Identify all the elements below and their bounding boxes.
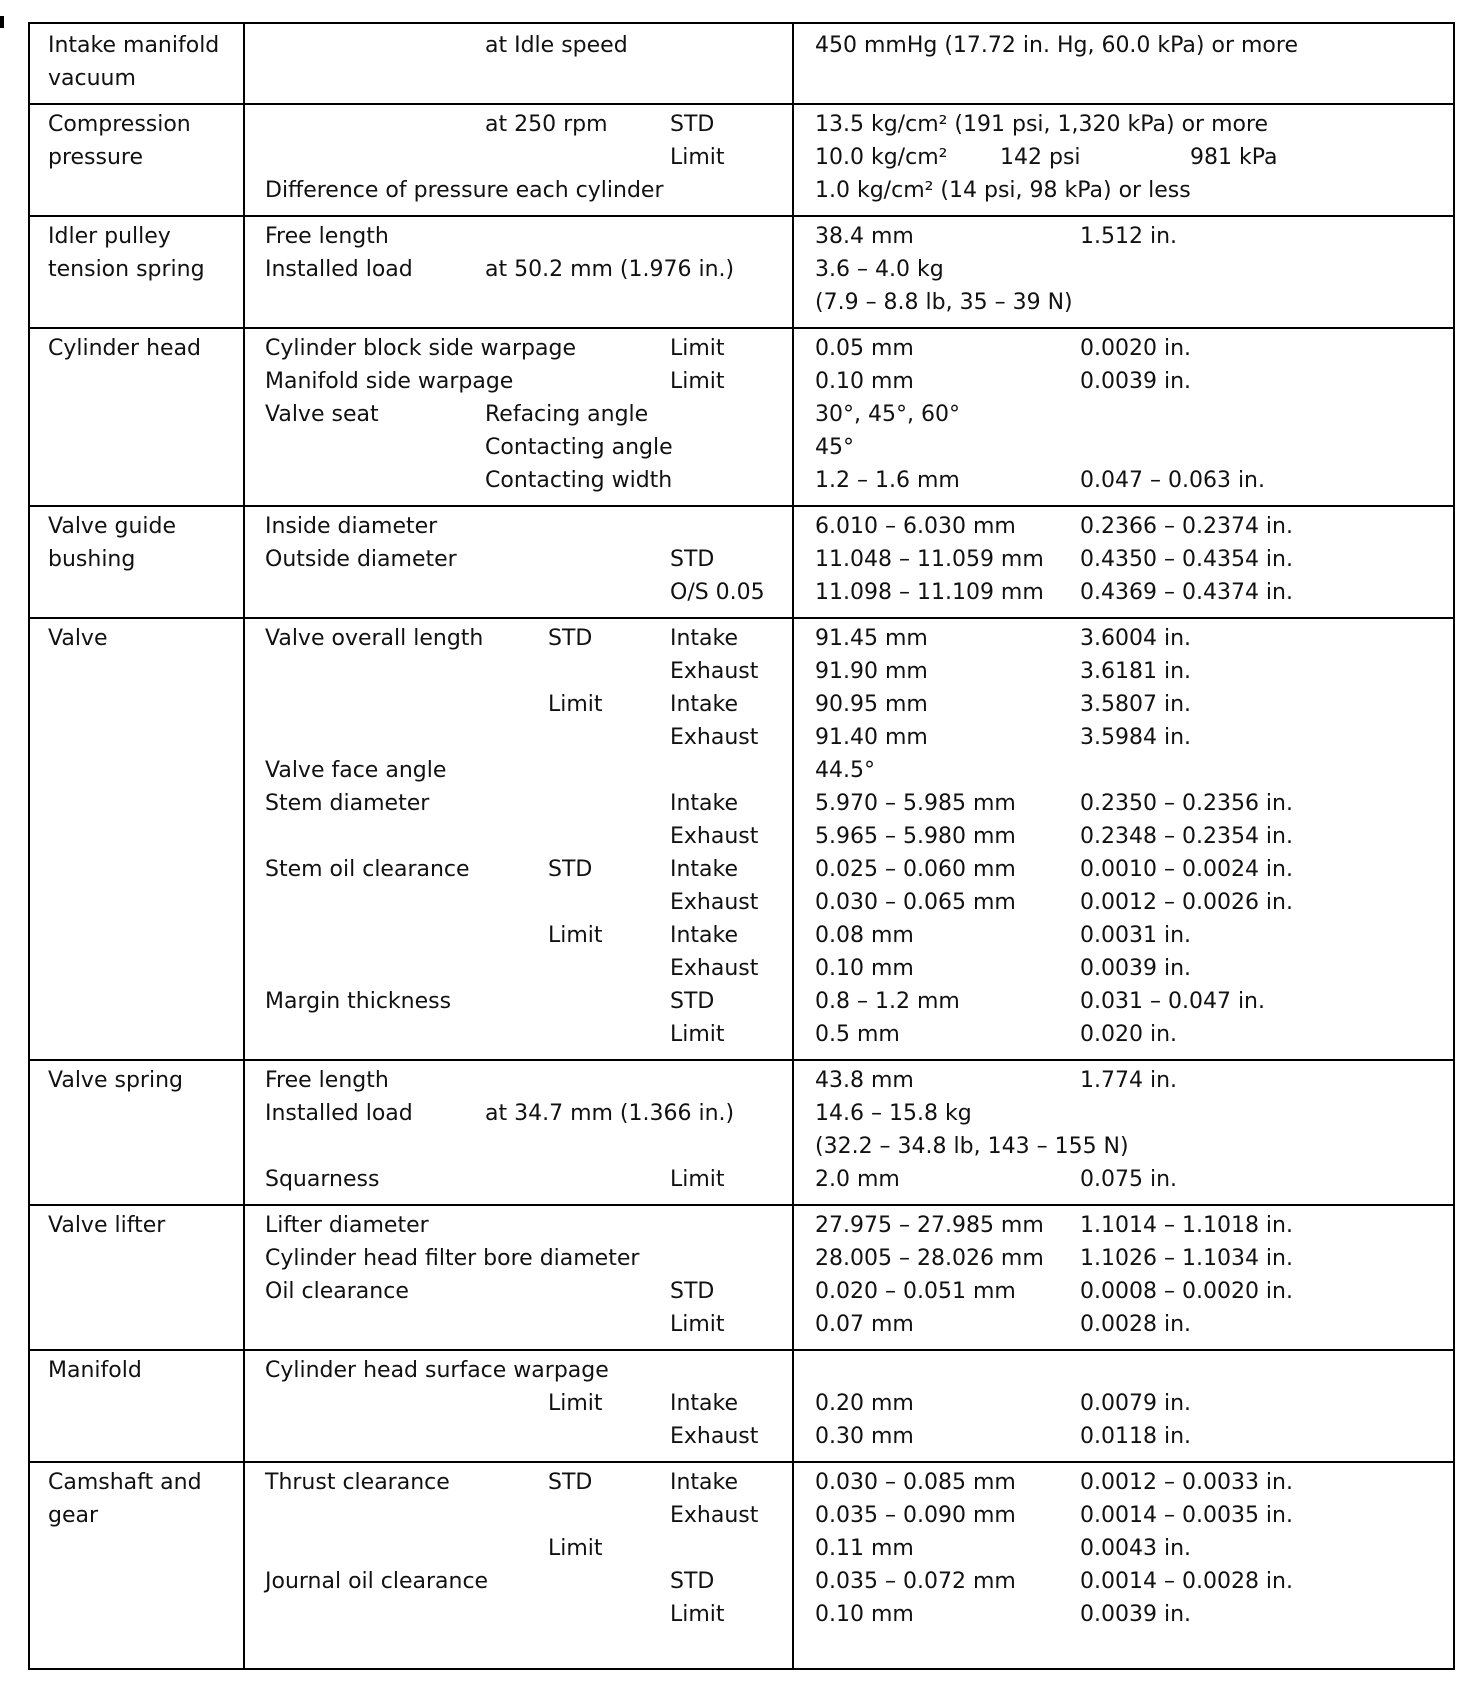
value-imperial: 0.0012 – 0.0033 in.: [1080, 1470, 1293, 1495]
value-imperial: 0.0039 in.: [1080, 369, 1192, 394]
value-imperial: 3.5807 in.: [1080, 692, 1192, 717]
value-imperial: 0.2366 – 0.2374 in.: [1080, 514, 1293, 539]
spec-qualifier: O/S 0.05: [670, 580, 765, 605]
spec-qualifier: Exhaust: [670, 890, 759, 915]
spec-condition: Contacting angle: [485, 435, 673, 460]
spec-item: Thrust clearance: [265, 1470, 450, 1495]
row-divider: [30, 1349, 1453, 1351]
value-metric: 2.0 mm: [815, 1167, 900, 1192]
value-imperial: 0.0008 – 0.0020 in.: [1080, 1279, 1293, 1304]
spec-item: Valve face angle: [265, 758, 447, 783]
value-metric: 90.95 mm: [815, 692, 928, 717]
spec-class: STD: [548, 626, 593, 651]
specification-table: [28, 22, 1455, 1670]
spec-class: Limit: [548, 692, 603, 717]
value-metric: 38.4 mm: [815, 224, 914, 249]
spec-item: Stem oil clearance: [265, 857, 470, 882]
value-metric: 11.048 – 11.059 mm: [815, 547, 1044, 572]
spec-qualifier: Exhaust: [670, 725, 759, 750]
value-imperial: 142 psi: [1000, 145, 1081, 170]
value-metric: 0.08 mm: [815, 923, 914, 948]
value-metric: 0.10 mm: [815, 369, 914, 394]
spec-qualifier: Exhaust: [670, 824, 759, 849]
value-imperial: 0.0014 – 0.0035 in.: [1080, 1503, 1293, 1528]
value-imperial: 0.0010 – 0.0024 in.: [1080, 857, 1293, 882]
spec-class: STD: [548, 857, 593, 882]
row-divider: [30, 327, 1453, 329]
value-imperial: 0.0039 in.: [1080, 1602, 1192, 1627]
component-name: Manifold: [48, 1358, 142, 1383]
component-name: Idler pulley: [48, 224, 171, 249]
spec-qualifier: Intake: [670, 626, 739, 651]
row-divider: [30, 103, 1453, 105]
value-metric: 0.030 – 0.065 mm: [815, 890, 1016, 915]
component-name: Camshaft and: [48, 1470, 202, 1495]
spec-qualifier: Intake: [670, 692, 739, 717]
value-imperial: 0.4350 – 0.4354 in.: [1080, 547, 1293, 572]
value-imperial: 1.774 in.: [1080, 1068, 1178, 1093]
spec-qualifier: Exhaust: [670, 956, 759, 981]
value-metric: 91.45 mm: [815, 626, 928, 651]
spec-item: Squarness: [265, 1167, 380, 1192]
spec-qualifier: Intake: [670, 1470, 739, 1495]
value-metric: 5.965 – 5.980 mm: [815, 824, 1016, 849]
spec-qualifier: Exhaust: [670, 659, 759, 684]
spec-qualifier: Intake: [670, 1391, 739, 1416]
row-divider: [30, 1461, 1453, 1463]
value-metric: 5.970 – 5.985 mm: [815, 791, 1016, 816]
row-divider: [30, 505, 1453, 507]
spec-condition: at 250 rpm: [485, 112, 608, 137]
component-name: Valve lifter: [48, 1213, 166, 1238]
value-imperial: 1.1026 – 1.1034 in.: [1080, 1246, 1293, 1271]
component-name: bushing: [48, 547, 136, 572]
component-name: Valve guide: [48, 514, 177, 539]
spec-qualifier: Limit: [670, 1312, 725, 1337]
spec-qualifier: STD: [670, 112, 715, 137]
component-name: Compression: [48, 112, 191, 137]
spec-item: Cylinder head filter bore diameter: [265, 1246, 640, 1271]
value-metric: 27.975 – 27.985 mm: [815, 1213, 1044, 1238]
value-metric: 0.10 mm: [815, 956, 914, 981]
spec-qualifier: STD: [670, 1279, 715, 1304]
value-metric: 0.8 – 1.2 mm: [815, 989, 960, 1014]
value-metric: 91.90 mm: [815, 659, 928, 684]
spec-item: Cylinder head surface warpage: [265, 1358, 609, 1383]
value-metric: 13.5 kg/cm² (191 psi, 1,320 kPa) or more: [815, 112, 1269, 137]
spec-item: Oil clearance: [265, 1279, 409, 1304]
spec-item: Difference of pressure each cylinder: [265, 178, 664, 203]
value-metric: 45°: [815, 435, 854, 460]
spec-qualifier: Exhaust: [670, 1424, 759, 1449]
value-metric: 43.8 mm: [815, 1068, 914, 1093]
spec-item: Free length: [265, 224, 389, 249]
spec-class: Limit: [548, 1391, 603, 1416]
value-imperial: 0.2350 – 0.2356 in.: [1080, 791, 1293, 816]
value-imperial: 0.0020 in.: [1080, 336, 1192, 361]
value-metric: 10.0 kg/cm²: [815, 145, 948, 170]
spec-qualifier: Intake: [670, 857, 739, 882]
spec-item: Cylinder block side warpage: [265, 336, 576, 361]
spec-qualifier: Exhaust: [670, 1503, 759, 1528]
spec-item: Valve seat: [265, 402, 379, 427]
value-imperial: 0.2348 – 0.2354 in.: [1080, 824, 1293, 849]
row-divider: [30, 1204, 1453, 1206]
value-metric: 1.2 – 1.6 mm: [815, 468, 960, 493]
value-metric: 3.6 – 4.0 kg: [815, 257, 944, 282]
value-imperial: 0.075 in.: [1080, 1167, 1178, 1192]
value-imperial: 0.0031 in.: [1080, 923, 1192, 948]
value-metric: 0.07 mm: [815, 1312, 914, 1337]
value-metric: 0.10 mm: [815, 1602, 914, 1627]
value-imperial: 0.0012 – 0.0026 in.: [1080, 890, 1293, 915]
value-imperial: 3.6004 in.: [1080, 626, 1192, 651]
corner-mark: [0, 16, 4, 28]
value-imperial: 981 kPa: [1190, 145, 1278, 170]
value-metric: 0.025 – 0.060 mm: [815, 857, 1016, 882]
spec-qualifier: Limit: [670, 369, 725, 394]
value-metric: (7.9 – 8.8 lb, 35 – 39 N): [815, 290, 1073, 315]
spec-item: Installed load: [265, 1101, 413, 1126]
spec-item: Valve overall length: [265, 626, 484, 651]
spec-class: STD: [548, 1470, 593, 1495]
value-metric: 30°, 45°, 60°: [815, 402, 960, 427]
spec-qualifier: Intake: [670, 791, 739, 816]
component-name: pressure: [48, 145, 144, 170]
component-name: Valve spring: [48, 1068, 183, 1093]
value-imperial: 0.4369 – 0.4374 in.: [1080, 580, 1293, 605]
value-imperial: 0.0014 – 0.0028 in.: [1080, 1569, 1293, 1594]
value-imperial: 1.512 in.: [1080, 224, 1178, 249]
value-metric: 0.020 – 0.051 mm: [815, 1279, 1016, 1304]
value-metric: 6.010 – 6.030 mm: [815, 514, 1016, 539]
value-imperial: 1.1014 – 1.1018 in.: [1080, 1213, 1293, 1238]
value-imperial: 0.0079 in.: [1080, 1391, 1192, 1416]
spec-qualifier: STD: [670, 1569, 715, 1594]
component-name: Valve: [48, 626, 108, 651]
value-imperial: 0.0118 in.: [1080, 1424, 1192, 1449]
value-imperial: 0.047 – 0.063 in.: [1080, 468, 1265, 493]
column-divider: [792, 24, 794, 1668]
value-metric: 0.05 mm: [815, 336, 914, 361]
component-name: tension spring: [48, 257, 205, 282]
component-name: vacuum: [48, 66, 136, 91]
value-imperial: 0.031 – 0.047 in.: [1080, 989, 1265, 1014]
spec-qualifier: Limit: [670, 1022, 725, 1047]
value-imperial: 0.0039 in.: [1080, 956, 1192, 981]
value-metric: 14.6 – 15.8 kg: [815, 1101, 972, 1126]
row-divider: [30, 215, 1453, 217]
spec-condition: at Idle speed: [485, 33, 628, 58]
value-metric: (32.2 – 34.8 lb, 143 – 155 N): [815, 1134, 1129, 1159]
spec-item: Lifter diameter: [265, 1213, 429, 1238]
spec-item: Stem diameter: [265, 791, 430, 816]
value-metric: 0.035 – 0.090 mm: [815, 1503, 1016, 1528]
spec-qualifier: STD: [670, 989, 715, 1014]
value-metric: 0.5 mm: [815, 1022, 900, 1047]
spec-item: Margin thickness: [265, 989, 452, 1014]
column-divider: [243, 24, 245, 1668]
spec-qualifier: STD: [670, 547, 715, 572]
value-metric: 450 mmHg (17.72 in. Hg, 60.0 kPa) or more: [815, 33, 1298, 58]
spec-condition: Contacting width: [485, 468, 673, 493]
spec-qualifier: Limit: [670, 1602, 725, 1627]
value-imperial: 0.0028 in.: [1080, 1312, 1192, 1337]
spec-condition: Refacing angle: [485, 402, 649, 427]
spec-qualifier: Limit: [670, 1167, 725, 1192]
value-imperial: 0.020 in.: [1080, 1022, 1178, 1047]
row-divider: [30, 617, 1453, 619]
value-metric: 28.005 – 28.026 mm: [815, 1246, 1044, 1271]
value-metric: 91.40 mm: [815, 725, 928, 750]
spec-item: Outside diameter: [265, 547, 457, 572]
value-metric: 0.30 mm: [815, 1424, 914, 1449]
spec-item: Manifold side warpage: [265, 369, 514, 394]
component-name: Intake manifold: [48, 33, 220, 58]
spec-item: Journal oil clearance: [265, 1569, 489, 1594]
spec-qualifier: Limit: [670, 336, 725, 361]
value-metric: 0.030 – 0.085 mm: [815, 1470, 1016, 1495]
value-metric: 1.0 kg/cm² (14 psi, 98 kPa) or less: [815, 178, 1191, 203]
spec-qualifier: Limit: [670, 145, 725, 170]
value-imperial: 3.6181 in.: [1080, 659, 1192, 684]
spec-class: Limit: [548, 923, 603, 948]
spec-condition: at 34.7 mm (1.366 in.): [485, 1101, 735, 1126]
spec-item: Inside diameter: [265, 514, 438, 539]
value-metric: 0.035 – 0.072 mm: [815, 1569, 1016, 1594]
spec-item: Installed load: [265, 257, 413, 282]
value-metric: 44.5°: [815, 758, 875, 783]
value-metric: 11.098 – 11.109 mm: [815, 580, 1044, 605]
spec-item: Free length: [265, 1068, 389, 1093]
value-imperial: 3.5984 in.: [1080, 725, 1192, 750]
row-divider: [30, 1059, 1453, 1061]
spec-qualifier: Intake: [670, 923, 739, 948]
spec-class: Limit: [548, 1536, 603, 1561]
spec-condition: at 50.2 mm (1.976 in.): [485, 257, 735, 282]
component-name: Cylinder head: [48, 336, 202, 361]
value-metric: 0.20 mm: [815, 1391, 914, 1416]
value-metric: 0.11 mm: [815, 1536, 914, 1561]
value-imperial: 0.0043 in.: [1080, 1536, 1192, 1561]
component-name: gear: [48, 1503, 99, 1528]
